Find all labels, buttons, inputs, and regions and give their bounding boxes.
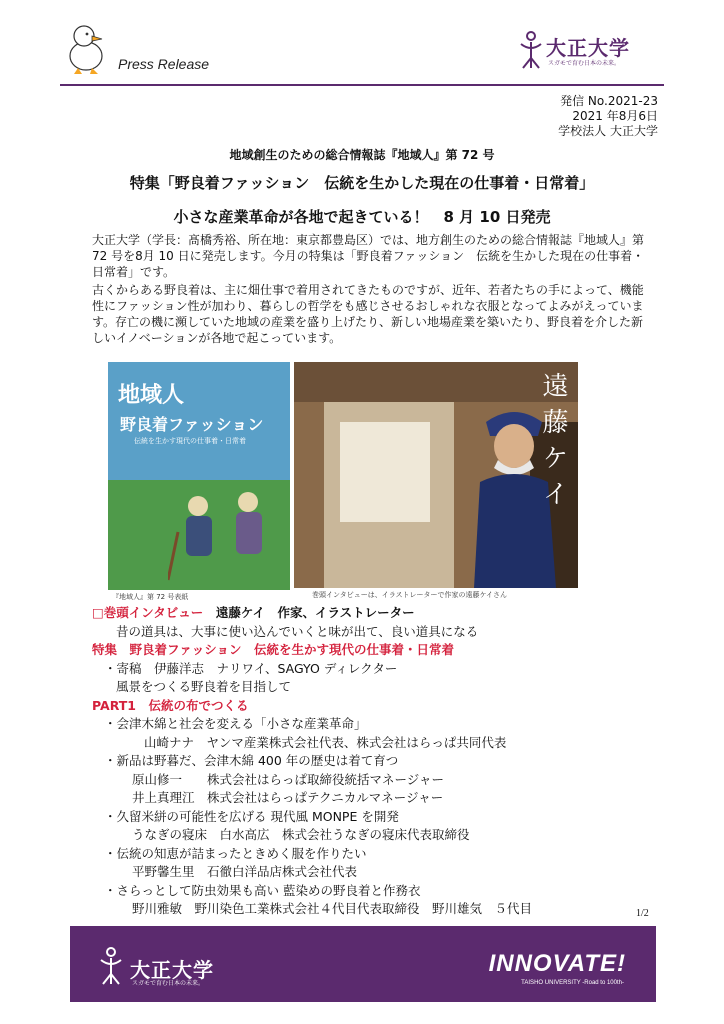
interview-photo <box>294 362 578 588</box>
magazine-cover-image <box>108 362 290 590</box>
contents-item: 風景をつくる野良着を目指して <box>116 679 292 694</box>
contents-item: 山崎ナナ ヤンマ産業株式会社代表、株式会社はらっぱ共同代表 <box>144 734 507 750</box>
cover-title-1: 地域人 <box>118 383 185 408</box>
intro-text <box>92 232 652 348</box>
contents-item: 昔の道具は、大事に使い込んでいくと味が出て、良い道具になる <box>116 623 479 639</box>
contents-heading-detail: 遠藤ケイ 作家、イラストレーター <box>203 605 415 620</box>
cover-title-2: 野良着ファッション <box>120 415 264 434</box>
intro-paragraph-1: 大正大学（学長：髙橋秀裕、所在地：東京都豊島区）では、地方創生のための総合情報誌『地域人』第 72 号を8月 10 日に発売します。今月の特集は「野良着ファッション 伝統を生かした現在の仕事着・日常着」です。 <box>92 233 645 279</box>
footer-banner <box>70 926 656 1002</box>
header-divider <box>60 84 664 86</box>
contents-item: 井上真理江 株式会社はらっぱテクニカルマネージャー <box>132 790 444 805</box>
footer-logo-name: 大正大学 <box>130 958 214 982</box>
innovate-subtitle: TAISHO UNIVERSITY -Road to 100th- <box>521 980 624 986</box>
vertical-name-text: 遠藤ケイ <box>538 372 568 516</box>
contents-item: ・さらっとして防虫効果も高い 藍染めの野良着と作務衣 <box>104 882 421 898</box>
release-meta <box>558 94 658 139</box>
cover-caption: 『地域人』第 72 号表紙 <box>112 593 189 601</box>
footer-emblem-icon <box>98 946 124 986</box>
logo-name: 大正大学 <box>546 36 630 60</box>
taisho-logo <box>518 30 658 74</box>
sub-title: 小さな産業革命が各地で起きている！ 8 月 10 日発売 <box>173 208 551 226</box>
release-number: 発信 No.2021-23 <box>560 94 658 108</box>
duck-mascot-icon <box>62 22 108 76</box>
taisho-emblem-icon <box>518 30 544 70</box>
contents-item: ・久留米絣の可能性を広げる 現代風 MONPE を開発 <box>104 808 399 824</box>
contents-item: ・寄稿 伊藤洋志 ナリワイ、SAGYO ディレクター <box>104 660 398 676</box>
contents-item: 野川雅敏 野川染色工業株式会社４代目代表取締役 野川雄気 ５代目 <box>132 901 533 916</box>
contents-item: ・会津木綿と社会を変える「小さな産業革命」 <box>104 716 367 731</box>
pre-title: 地域創生のための総合情報誌『地域人』第 72 号 <box>229 148 495 162</box>
contents-item: うなぎの寝床 白水高広 株式会社うなぎの寝床代表取締役 <box>132 827 470 842</box>
contents-item: 特集 野良着ファッション 伝統を生かす現代の仕事着・日常着 <box>92 642 455 657</box>
photo-caption: 巻頭インタビューは、イラストレーターで作家の遠藤ケイさん <box>312 591 508 599</box>
innovate-logo: INNOVATE! <box>488 950 626 977</box>
contents-item: ・伝統の知恵が詰まったときめく服を作りたい <box>104 845 367 861</box>
release-date: 2021 年8月6日 <box>572 109 658 123</box>
contents-list <box>92 604 652 919</box>
cover-subtitle: 伝統を生かす現代の仕事着・日常着 <box>134 437 246 445</box>
farmers-illustration-icon <box>168 492 278 582</box>
contents-item: 原山修一 株式会社はらっぱ取締役統括マネージャー <box>132 771 445 787</box>
contents-item: PART1 伝統の布でつくる <box>92 697 249 713</box>
contents-heading: □巻頭インタビュー <box>92 605 204 620</box>
page-number: 1/2 <box>636 908 649 919</box>
footer-tagline: スガモで育む日本の未来。 <box>132 980 205 987</box>
logo-tagline: スガモで育む日本の未来。 <box>548 60 621 67</box>
contents-item <box>92 604 652 623</box>
main-title: 特集「野良着ファッション 伝統を生かした現在の仕事着・日常着」 <box>129 174 595 192</box>
intro-paragraph-2: 古くからある野良着は、主に畑仕事で着用されてきたものですが、近年、若者たちの手によって、機能性にファッション性が加わり、暮らしの哲学をも感じさせるおしゃれな衣服となってよみがえっています。存亡の機に瀕していた地域の産業を盛り上げたり、新しい地場産業を築いたり、野良着を介した新しいイノベーションが各地で起こっています。 <box>92 283 644 345</box>
release-org: 学校法人 大正大学 <box>558 124 658 138</box>
contents-item: ・新品は野暮だ、会津木綿 400 年の歴史は着て育つ <box>104 753 399 768</box>
press-release-label: Press Release <box>118 56 210 72</box>
contents-item: 平野馨生里 石徹白洋品店株式会社代表 <box>132 864 358 879</box>
